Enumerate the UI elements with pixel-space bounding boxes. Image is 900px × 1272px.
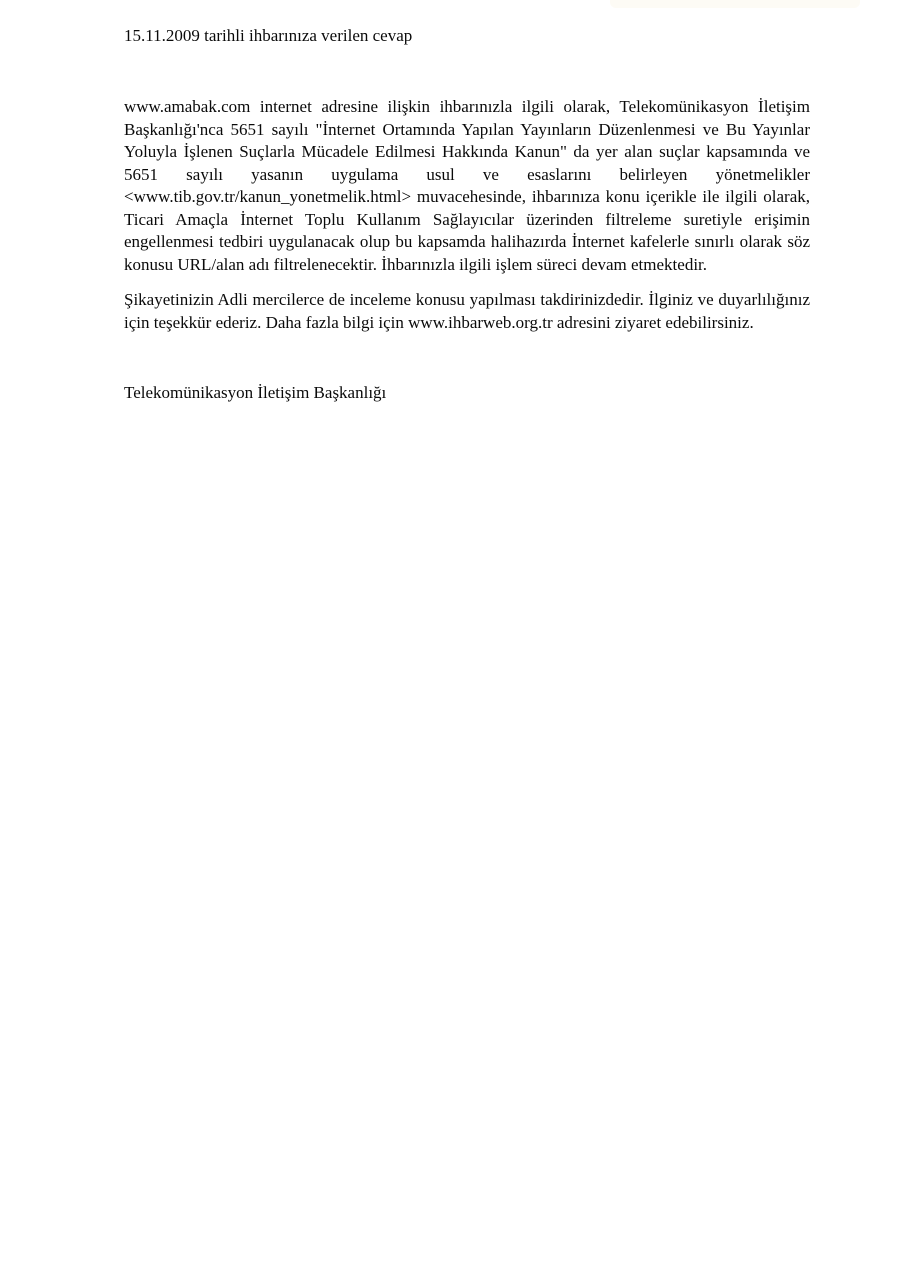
letter-paragraph-2: Şikayetinizin Adli mercilerce de inceleme konusu yapılması takdirinizdedir. İlginiz ve duyarlılığınız için teşekkür ederiz. Daha fazla bilgi için www.ihbarweb.org.tr adresini ziyaret edebilirsiniz. — [124, 290, 810, 332]
letter-paragraph-1: www.amabak.com internet adresine ilişkin ihbarınızla ilgili olarak, Telekomünikasyon İletişim Başkanlığı'nca 5651 sayılı "İnternet Ortamında Yapılan Yayınların Düzenlenmesi ve Bu Yayınlar Yoluyla İşlenen Suçlarla Mücadele Edilmesi Hakkında Kanun" da yer alan suçlar kapsamında ve 5651 sayılı yasanın uygulama usul ve esaslarını belirleyen yönetmelikler <www.tib.gov.tr/kanun_yonetmelik.html> muvacehesinde, ihbarınıza konu içerikle ile ilgili olarak, Ticari Amaçla İnternet Toplu Kullanım Sağlayıcılar üzerinden filtreleme suretiyle erişimin engellenmesi tedbiri uygulanacak olup bu kapsamda halihazırda İnternet kafelerle sınırlı olarak söz konusu URL/alan adı filtrelenecektir. İhbarınızla ilgili işlem süreci devam etmektedir. — [124, 97, 810, 274]
scan-artifact — [610, 0, 860, 8]
letter-title: 15.11.2009 tarihli ihbarınıza verilen cevap — [124, 26, 413, 45]
letter-signature: Telekomünikasyon İletişim Başkanlığı — [124, 383, 387, 402]
letter-content — [124, 25, 810, 404]
